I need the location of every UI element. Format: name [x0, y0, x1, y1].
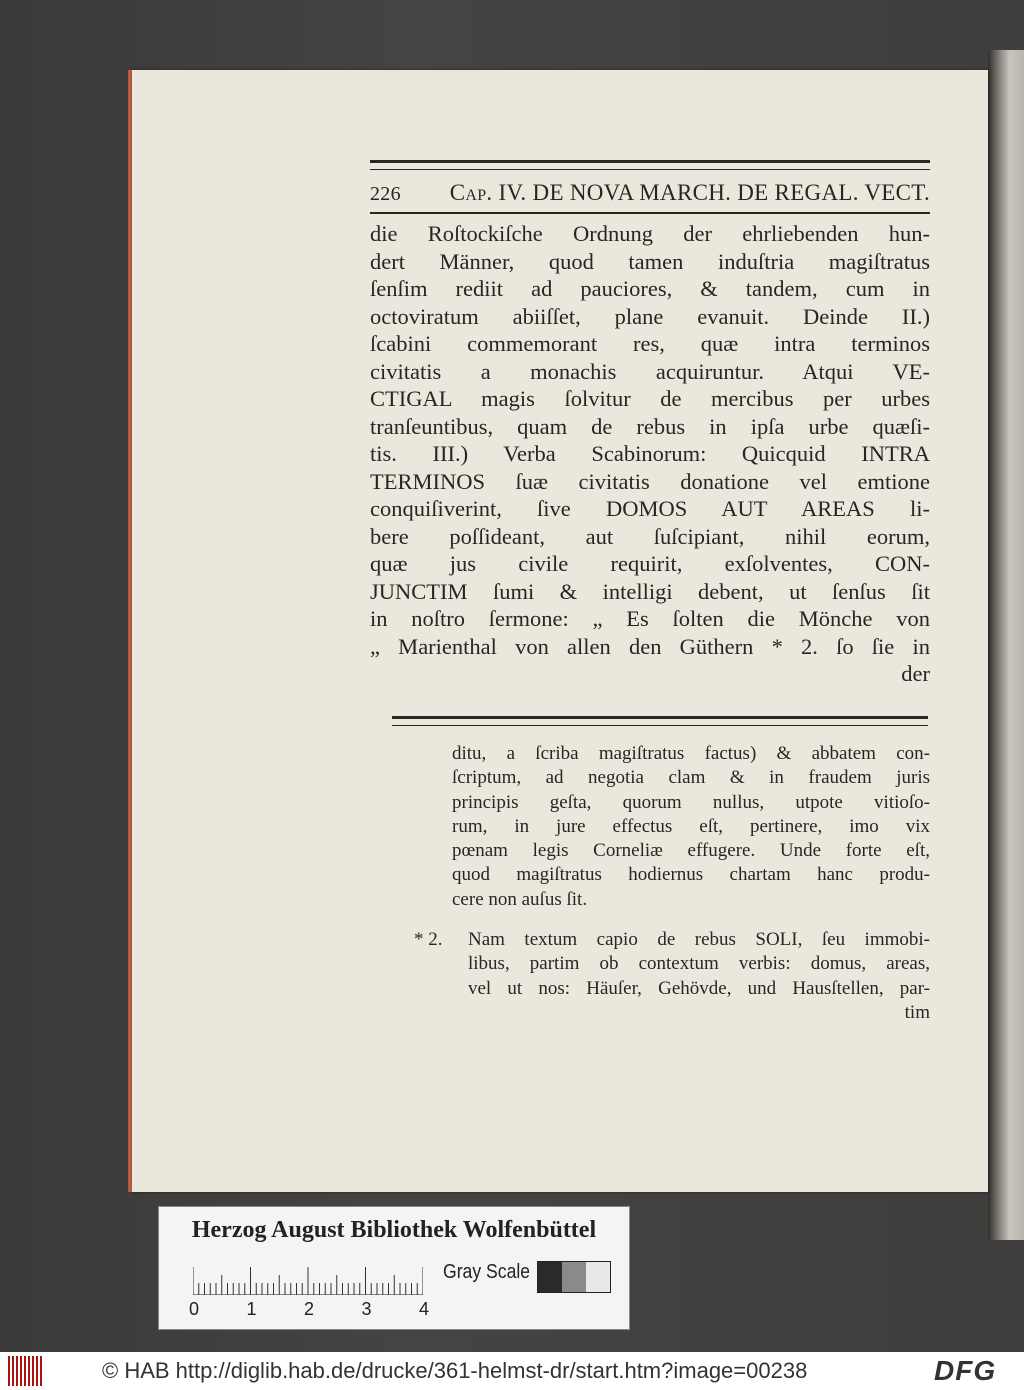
- gray-swatch: [586, 1262, 610, 1292]
- body-line: der: [901, 661, 930, 686]
- footnote-2: [414, 928, 930, 1025]
- footnote-line: ditu, a ſcriba magiſtratus factus) & abbatem con-: [452, 743, 930, 764]
- library-name: Herzog August Bibliothek Wolfenbüttel: [191, 1217, 597, 1243]
- running-header: [370, 170, 930, 212]
- footnote-line: principis geſta, quorum nullus, utpote vitioſo-: [452, 791, 930, 813]
- scale-ruler: [193, 1265, 423, 1295]
- barcode-icon: [8, 1356, 48, 1386]
- barcode-bar: [28, 1356, 30, 1386]
- footnote-2-marker: * 2.: [414, 929, 443, 950]
- body-text: [370, 220, 930, 688]
- header-rule-bottom: [370, 212, 930, 214]
- barcode-bar: [32, 1356, 34, 1386]
- page-number: 226: [370, 183, 401, 205]
- facing-page-edge: [988, 50, 1024, 1240]
- gray-scale-strip: [537, 1261, 611, 1293]
- barcode-bar: [20, 1356, 22, 1386]
- footnote-2-text: [468, 928, 930, 1025]
- ruler-number: 4: [419, 1299, 430, 1319]
- body-line: civitatis a monachis acquiruntur. Atqui VE-: [370, 358, 930, 384]
- ruler-number: 1: [246, 1299, 257, 1319]
- copyright-link[interactable]: © HAB http://diglib.hab.de/drucke/361-helmst-dr/start.htm?image=00238: [102, 1358, 808, 1383]
- ruler-number: 2: [304, 1299, 315, 1319]
- body-line: tis. III.) Verba Scabinorum: Quicquid INTRA: [370, 441, 930, 466]
- ruler-number: 3: [361, 1299, 372, 1319]
- body-line: bere poſſideant, aut ſuſcipiant, nihil eorum,: [370, 523, 930, 549]
- footnote-line: quod magiſtratus hodiernus chartam hanc produ-: [452, 864, 930, 886]
- footnote-line: libus, partim ob contextum verbis: domus, areas,: [468, 953, 930, 975]
- barcode-bar: [16, 1356, 18, 1386]
- gray-scale-label: Gray Scale: [443, 1261, 531, 1283]
- body-line: quæ jus civile requirit, exſolventes, CON-: [370, 551, 930, 576]
- header-rule-top: [370, 160, 930, 170]
- footnote-separator: [392, 716, 928, 726]
- body-line: ſenſim rediit ad pauciores, & tandem, cum in: [370, 276, 930, 301]
- footnote-line: vel ut nos: Häuſer, Gehövde, und Hausſtellen, par-: [468, 977, 930, 999]
- footnote-line: Nam textum capio de rebus SOLI, ſeu immobi-: [468, 929, 930, 950]
- body-line: conquiſiverint, ſive DOMOS AUT AREAS li-: [370, 496, 930, 521]
- body-line: in noſtro ſermone: „ Es ſolten die Mönche von: [370, 606, 930, 631]
- footnote-line: ſcriptum, ad negotia clam & in fraudem juris: [452, 767, 930, 789]
- footnote-line: cere non auſus ſit.: [452, 888, 588, 910]
- dfg-logo: DFG: [934, 1355, 997, 1386]
- ruler-number: 0: [189, 1299, 200, 1319]
- body-line: „ Marienthal von allen den Güthern * 2. ſo ſie in: [370, 633, 930, 659]
- footnote-line: pœnam legis Corneliæ effugere. Unde forte eſt,: [452, 840, 930, 862]
- body-line: TERMINOS ſuæ civitatis donatione vel emtione: [370, 468, 930, 494]
- footnote-line: tim: [904, 1001, 930, 1023]
- body-line: die Roſtockiſche Ordnung der ehrliebenden hun-: [370, 221, 930, 246]
- body-line: CTIGAL magis ſolvitur de mercibus per urbes: [370, 386, 930, 411]
- body-line: octoviratum abiiſſet, plane evanuit. Deinde II.): [370, 303, 930, 329]
- body-line: JUNCTIM ſumi & intelligi debent, ut ſenſus ſit: [370, 578, 930, 604]
- barcode-bar: [24, 1356, 26, 1386]
- running-title: Cap. IV. DE NOVA MARCH. DE REGAL. VECT.: [449, 180, 930, 205]
- body-line: ſcabini commemorant res, quæ intra terminos: [370, 331, 930, 356]
- barcode-bar: [40, 1356, 42, 1386]
- gray-swatch: [562, 1262, 586, 1292]
- footer-bar: [0, 1352, 1024, 1390]
- main-text-block: [370, 160, 930, 688]
- barcode-bar: [36, 1356, 38, 1386]
- barcode-bar: [8, 1356, 10, 1386]
- body-line: tranſeuntibus, quam de rebus in ipſa urbe quæſi-: [370, 413, 930, 439]
- footnote-1: [452, 742, 930, 912]
- library-label: [158, 1206, 630, 1330]
- ruler-numbers: [189, 1299, 439, 1321]
- body-line: dert Männer, quod tamen induſtria magiſtratus: [370, 248, 930, 274]
- barcode-bar: [12, 1356, 14, 1386]
- footnote-line: rum, in jure effectus eſt, pertinere, imo vix: [452, 815, 930, 837]
- gray-swatch: [538, 1262, 562, 1292]
